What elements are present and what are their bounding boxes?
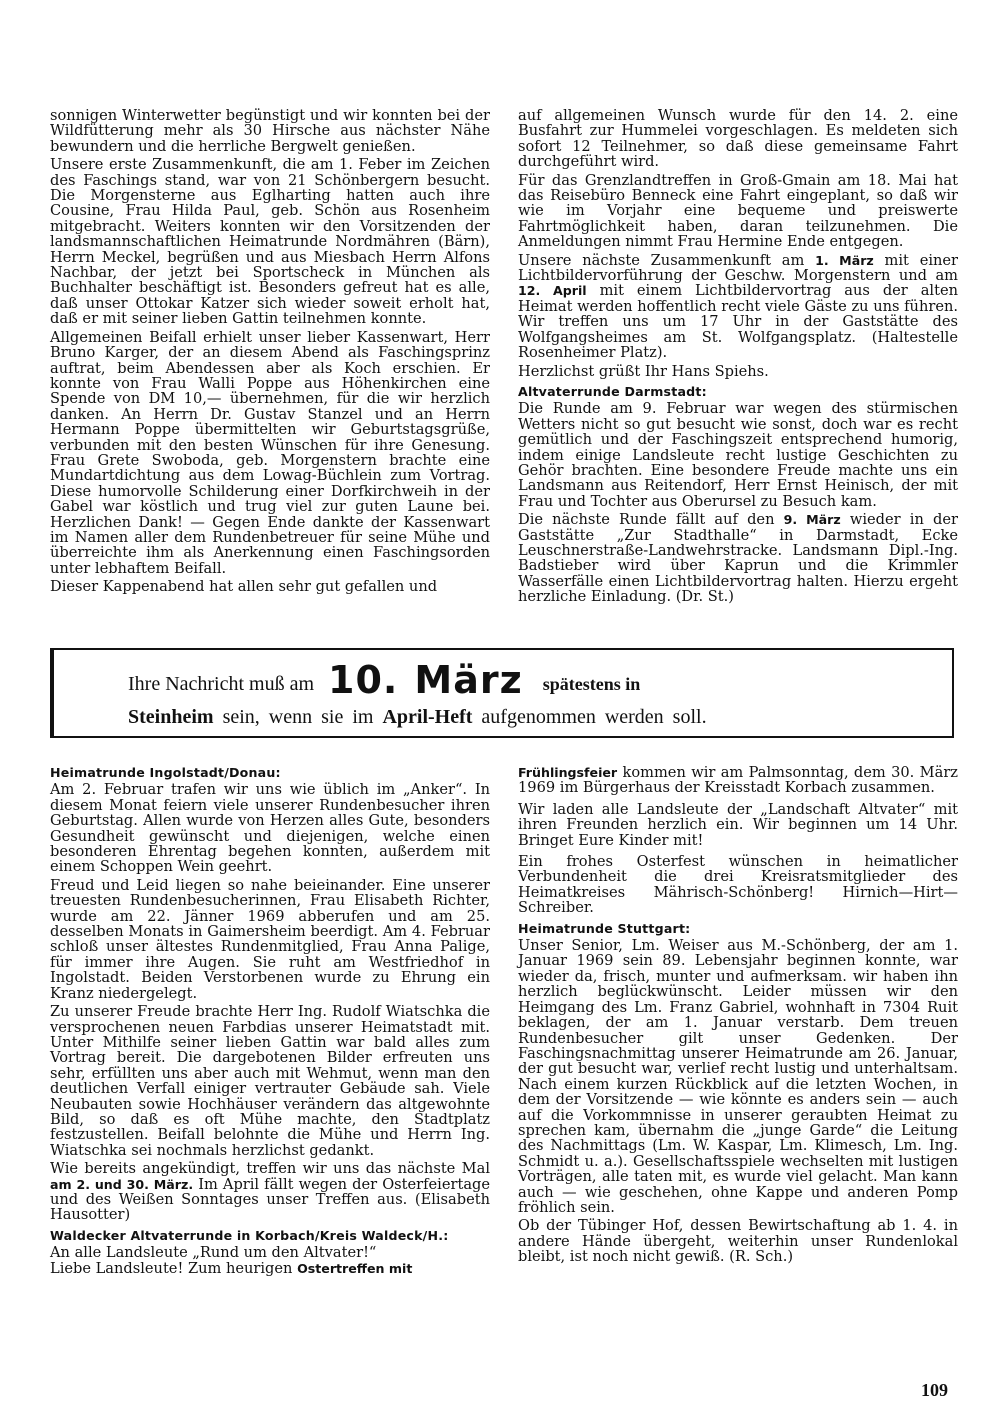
paragraph: Die Runde am 9. Februar war wegen des stürmischen Wetters nicht so gut besucht wie sonst, doch war es recht gemütlich und der Faschingszeit entsprechend humorig, indem einige Landsleute recht lustige Geschichten zu Gehör brachten. Eine besondere Freude machte uns ein Landsmann aus Reitendorf, Herr Ernst Heinisch, der mit Frau und Tochter aus Oberursel zu Besuch kam. xyxy=(518,400,958,510)
date-highlight: 12. April xyxy=(518,283,587,299)
paragraph: Unsere erste Zusammenkunft, die am 1. Feber im Zeichen des Faschings stand, war von 21 Schönbergern besucht. Die Morgensterne aus Eglharting hatten auch ihre Cousine, Frau Hilda Paul, geb. Schön aus Rosenheim mitgebracht. Weiters konnten wir den Vorsitzenden der landsmannschaftlichen Heimatrunde Nordmähren (Bärn), Herrn Meckel, begrüßen und aus Miesbach Herrn Alfons Nachbar, der jetzt bei Sportscheck in München als Buchhalter beschäftigt ist. Besonders gefreut hat es alle, daß unser Ottokar Katzer sich wieder soweit erholt hat, daß er mit seiner lieben Gattin teilnehmen konnte. xyxy=(50,156,490,328)
banner-month: März xyxy=(414,658,523,702)
column-bottom-left xyxy=(50,765,490,1279)
date-highlight: 1. März xyxy=(815,252,874,268)
paragraph: Wir laden alle Landsleute der „Landschaft Altvater“ mit ihren Freunden herzlich ein. Wir beginnen um 14 Uhr. Bringet Eure Kinder mit! xyxy=(518,800,958,849)
column-bottom-right xyxy=(518,765,958,1268)
text-highlight: Ostertreffen mit xyxy=(297,1260,413,1276)
paragraph: Herzlichst grüßt Ihr Hans Spiehs. xyxy=(518,362,769,380)
banner-day: 10. xyxy=(328,658,399,702)
paragraph: Ein frohes Osterfest wünschen in heimatlicher Verbundenheit die drei Kreisratsmitglieder des Heimatkreises Mährisch-Schönberg! Hirnich—Hirt—Schreiber. xyxy=(518,853,958,917)
paragraph: Für das Grenzlandtreffen in Groß-Gmain am 18. Mai hat das Reisebüro Benneck eine Fahrt eingeplant, so daß wir wie im Vorjahr eine bequeme und preiswerte Fahrtmöglichkeit haben, daran teilzunehmen. Die Anmeldungen nimmt Frau Hermine Ende entgegen. xyxy=(518,171,958,251)
paragraph: Allgemeinen Beifall erhielt unser lieber Kassenwart, Herr Bruno Karger, der an diesem Abend als Faschingsprinz auftrat, beim Abendessen aber als Koch erschien. Er konnte von Frau Walli Poppe aus Höhenkirchen eine Spende von DM 10,— übernehmen, für die wir herzlich danken. An Herrn Dr. Gustav Stanzel und an Herrn Hermann Poppe übermittelten wir Geburtstagsgrüße, verbunden mit den besten Wünschen für ihre Genesung. Frau Grete Swoboda, geb. Morgenstern brachte eine Mundartdichtung aus dem Lowag-Büchlein zum Vortrag. Diese humorvolle Schilderung einer Dorfkirchweih in der Gabel war köstlich und trug viel zur guten Laune bei. Herzlichen Dank! — Gegen Ende dankte der Kassenwart im Namen aller dem Rundenbetreuer für seine Mühe und überreichte ihm als Anerkennung einen Faschingsorden unter lebhaftem Beifall. xyxy=(50,328,490,577)
paragraph: Die nächste Runde fällt auf den 9. März wieder in der Gaststätte „Zur Stadthalle“ in Darmstadt, Ecke Leuschnerstraße-Landwehrstracke. Landsmann Dipl.-Ing. Badstieber wird über Kaprun und die Krimmler Wasserfälle einen Lichtbildervortrag halten. Hierzu ergeht herzliche Einladung. (Dr. St.) xyxy=(518,511,958,606)
paragraph: Ob der Tübinger Hof, dessen Bewirtschaftung ab 1. 4. in andere Hände übergeht, weiterhin unser Rundenlokal bleibt, ist noch nicht gewiß. (R. Sch.) xyxy=(518,1217,958,1266)
paragraph: Zu unserer Freude brachte Herr Ing. Rudolf Wiatschka die versprochenen neuen Farbdias unserer Heimatstadt mit. Unter Mithilfe seiner lieben Gattin war bald alles zum Vortrag bereit. Die dargebotenen Bilder erfreuten uns sehr, erfüllten uns aber auch mit Wehmut, wenn man den deutlichen Verfall einiger vertrauter Gebäude sah. Viele Neubauten sowie Hochhäuser verändern das altgewohnte Bild, so daß es oft Mühe machte, den Stadtplatz festzustellen. Beifall belohnte die Mühe und Herrn Ing. Wiatschka sei nochmals herzlichst gedankt. xyxy=(50,1003,490,1159)
paragraph: Wie bereits angekündigt, treffen wir uns das nächste Mal am 2. und 30. März. Im April fällt wegen der Osterfeiertage und des Weißen Sonntages unser Treffen aus. (Elisabeth Hausotter) xyxy=(50,1160,490,1224)
deadline-banner xyxy=(50,648,954,738)
paragraph: auf allgemeinen Wunsch wurde für den 14. 2. eine Busfahrt zur Hummelei vorgeschlagen. Es meldeten sich sofort 12 Teilnehmer, so daß diese gemeinsame Fahrt durchgeführt wird. xyxy=(518,107,958,171)
column-top-left xyxy=(50,108,490,598)
paragraph: An alle Landsleute „Rund um den Altvater!“ xyxy=(50,1244,377,1262)
section-heading: Altvaterrunde Darmstadt: xyxy=(518,383,707,399)
paragraph: Dieser Kappenabend hat allen sehr gut gefallen und xyxy=(50,578,438,596)
paragraph: Frühlingsfeier kommen wir am Palmsonntag, dem 30. März 1969 im Bürgerhaus der Kreisstadt Korbach zusammen. xyxy=(518,764,958,797)
paragraph: Unser Senior, Lm. Weiser aus M.-Schönberg, der am 1. Januar 1969 sein 89. Lebensjahr beginnen konnte, war wieder da, frisch, munter und aufmerksam. wir haben ihn herzlich beglückwünscht. Leider müssen wir den Heimgang des Lm. Franz Gabriel, wohnhaft in 7304 Ruit beklagen, der am 1. Januar verstarb. Dem treuen Rundenbesucher gilt unser Gedenken. Der Faschingsnachmittag unserer Heimatrunde am 26. Januar, der gut besucht war, verlief recht lustig und unterhaltsam. Nach einem kurzen Rückblick auf die letzten Wochen, in dem der Vorsitzende — wie könnte es anders sein — auch auf die Vorkommnisse in unserer geraubten Heimat zu sprechen kam, übernahm die „junge Garde“ die Leitung des Nachmittags (Lm. W. Kaspar, Lm. Klimesch, Lm. Ing. Schmidt u. a.). Gesellschaftsspiele wechselten mit lustigen Vorträgen, alle taten mit, es wurde viel gelacht. Man kann auch — wie geschehen, ohne Kappe und anderen Pomp fröhlich sein. xyxy=(518,937,958,1216)
paragraph: Liebe Landsleute! Zum heurigen Ostertreffen mit xyxy=(50,1259,413,1277)
section-heading: Heimatrunde Stuttgart: xyxy=(518,920,691,936)
banner-line-2: Steinheim sein, wenn sie im April-Heft aufgenommen werden soll. xyxy=(128,706,707,728)
page-number: 109 xyxy=(921,1380,948,1400)
text-highlight: Frühlingsfeier xyxy=(518,765,618,780)
paragraph: Am 2. Februar trafen wir uns wie üblich im „Anker“. In diesem Monat feiern viele unserer Rundenbesucher ihren Geburtstag. Allen wurde von Herzen alles Gute, besonders Gesundheit gewünscht und diejenigen, welche einen besonderen Ehrentag begehen konnten, außerdem mit einem Schoppen Wein geehrt. xyxy=(50,781,490,876)
date-highlight: 9. März xyxy=(783,512,841,528)
date-highlight: am 2. und 30. März. xyxy=(50,1176,194,1192)
paragraph: Unsere nächste Zusammenkunft am 1. März mit einer Lichtbildervorführung der Geschw. Morgenstern und am 12. April mit einem Lichtbildervortrag aus der alten Heimat werden hoffentlich recht viele Gäste zu uns führen. Wir treffen uns um 17 Uhr in der Gaststätte des Wolfgangsheimes am St. Wolfgangsplatz. (Haltestelle Rosenheimer Platz). xyxy=(518,251,959,362)
column-top-right xyxy=(518,108,958,608)
section-heading: Heimatrunde Ingolstadt/Donau: xyxy=(50,765,281,780)
paragraph: sonnigen Winterwetter begünstigt und wir konnten bei der Wildfütterung mehr als 30 Hirsche aus nächster Nähe bewundern und die herrliche Bergwelt genießen. xyxy=(50,107,490,155)
paragraph: Freud und Leid liegen so nahe beieinander. Eine unserer treuesten Rundenbesucherinnen, Frau Elisabeth Richter, wurde am 22. Jänner 1969 abberufen und am 25. desselben Monats in Gaimersheim beerdigt. Am 4. Februar schloß unser ältestes Rundenmitglied, Frau Anna Palige, für immer ihre Augen. Sie ruht am Westfriedhof in Ingolstadt. Beiden Verstorbenen wurde zu Ehrung ein Kranz niedergelegt. xyxy=(50,876,490,1002)
section-heading: Waldecker Altvaterrunde in Korbach/Kreis Waldeck/H.: xyxy=(50,1227,449,1243)
banner-line-1: Ihre Nachricht muß am 10. März spätestens in xyxy=(128,658,641,702)
